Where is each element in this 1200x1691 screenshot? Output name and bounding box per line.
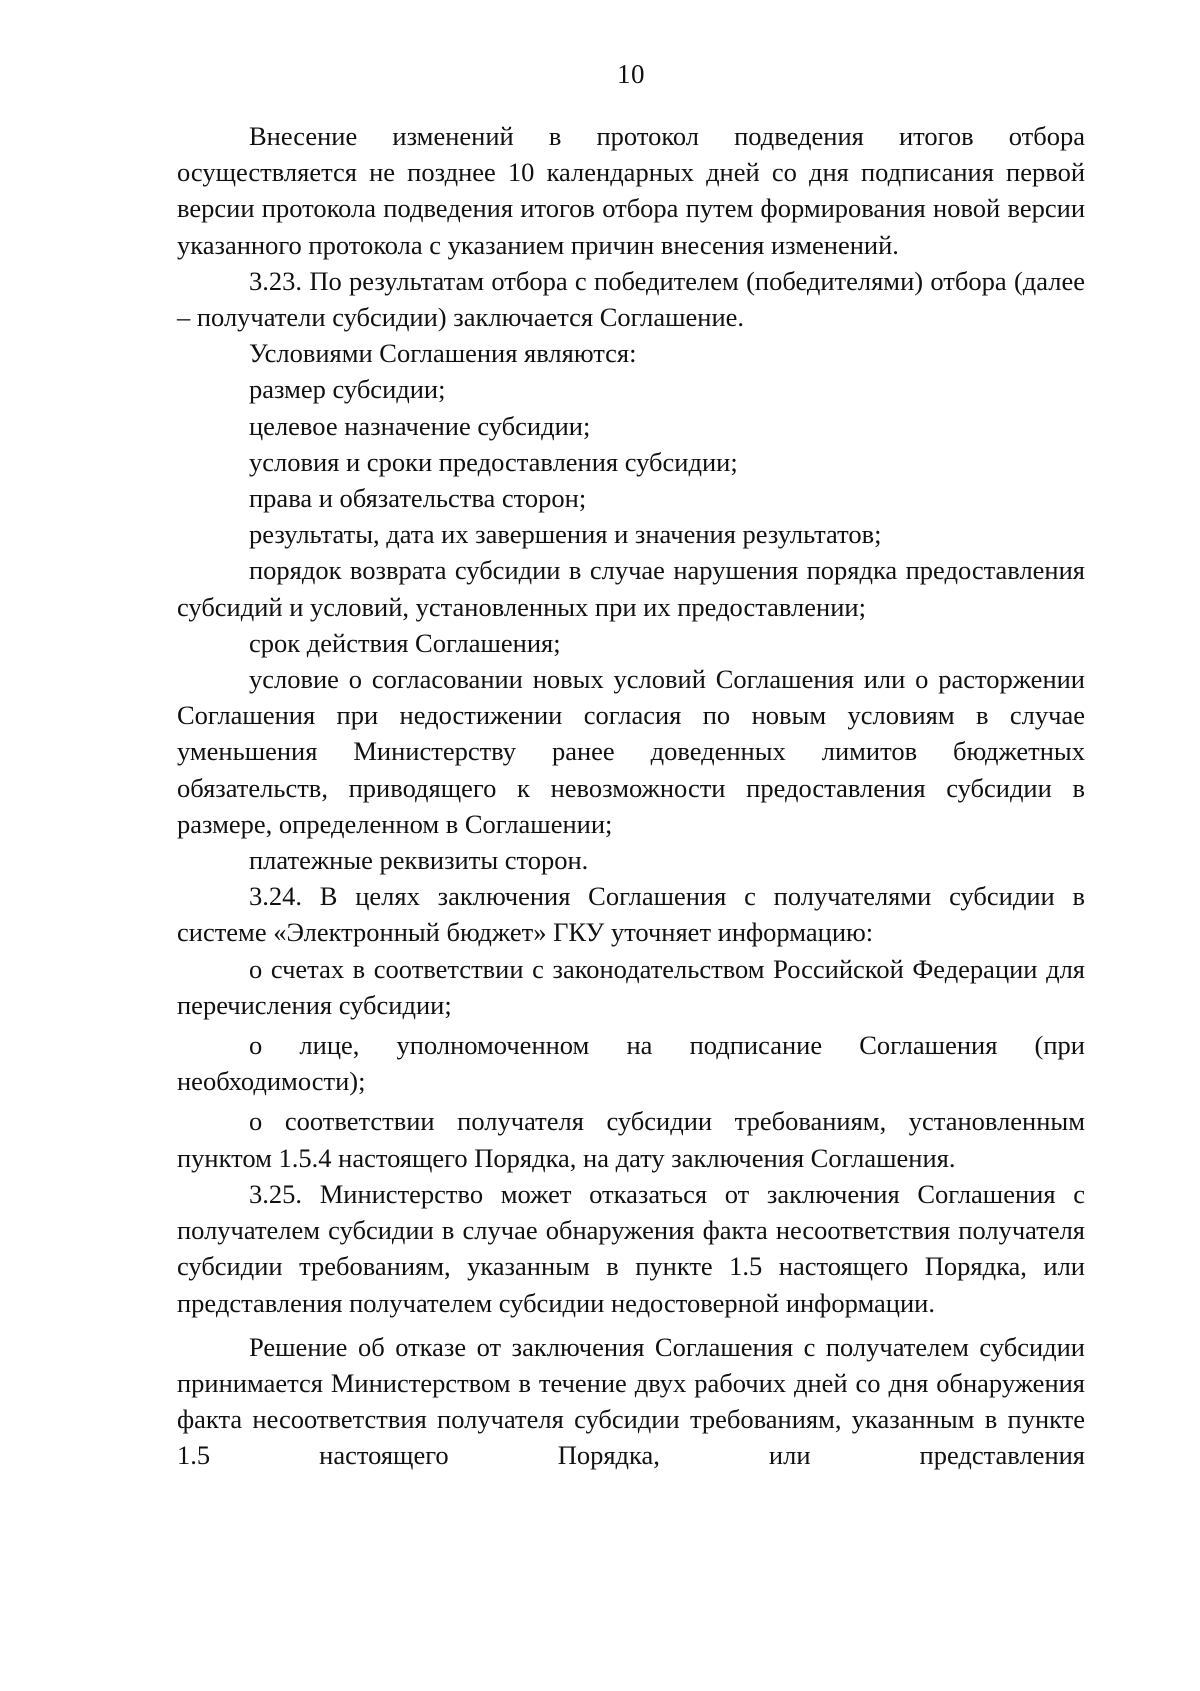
page-number: 10 [617, 59, 645, 89]
paragraph-refusal-decision: Решение об отказе от заключения Соглашения с получателем субсидии принимается Министерством в течение двух рабочих дней со дня обнаружения факта несоответствия получателя субсидии требованиям, указанным в пункте 1.5 настоящего Порядка, или представления [177, 1331, 1085, 1471]
list-item-new-conditions: условие о согласовании новых условий Соглашения или о расторжении Соглашения при недостижении согласия по новым условиям в случае уменьшения Министерству ранее доведенных лимитов бюджетных обязательств, приводящего к невозможности предоставления субсидии в размере, определенном в Соглашении; [177, 664, 1085, 839]
list-item-validity: срок действия Соглашения; [249, 627, 561, 658]
document-body [177, 118, 1085, 1474]
list-item-subsidy-amount: размер субсидии; [249, 374, 446, 405]
list-item-subsidy-purpose: целевое назначение субсидии; [249, 410, 591, 441]
paragraph-3-23: 3.23. По результатам отбора с победителем (победителями) отбора (далее – получатели субсидии) заключается Соглашение. [177, 265, 1085, 333]
list-item-compliance: о соответствии получателя субсидии требованиям, установленным пунктом 1.5.4 настоящего Порядка, на дату заключения Соглашения. [177, 1106, 1085, 1173]
list-item-rights: права и обязательства сторон; [249, 483, 587, 514]
paragraph-3-25: 3.25. Министерство может отказаться от заключения Соглашения с получателем субсидии в случае обнаружения факта несоответствия получателя субсидии требованиям, указанным в пункте 1.5 настоящего Порядка, или представления получателем субсидии недостоверной информации. [177, 1178, 1085, 1318]
list-item-terms: условия и сроки предоставления субсидии; [249, 446, 738, 477]
paragraph-agreement-conditions: Условиями Соглашения являются: [249, 338, 637, 369]
list-item-results: результаты, дата их завершения и значения результатов; [249, 519, 882, 550]
list-item-refund-procedure: порядок возврата субсидии в случае нарушения порядка предоставления субсидий и условий, установленных при их предоставлении; [177, 555, 1085, 622]
paragraph-3-24: 3.24. В целях заключения Соглашения с получателями субсидии в системе «Электронный бюджет» ГКУ уточняет информацию: [177, 881, 1085, 948]
paragraph-protocol-changes: Внесение изменений в протокол подведения итогов отбора осуществляется не позднее 10 календарных дней со дня подписания первой версии протокола подведения итогов отбора путем формирования новой версии указанного протокола с указанием причин внесения изменений. [177, 121, 1085, 260]
list-item-authorized-person: о лице, уполномоченном на подписание Соглашения (при необходимости); [177, 1030, 1085, 1097]
list-item-accounts: о счетах в соответствии с законодательством Российской Федерации для перечисления субсидии; [177, 953, 1085, 1020]
list-item-payment-details: платежные реквизиты сторон. [249, 845, 589, 876]
